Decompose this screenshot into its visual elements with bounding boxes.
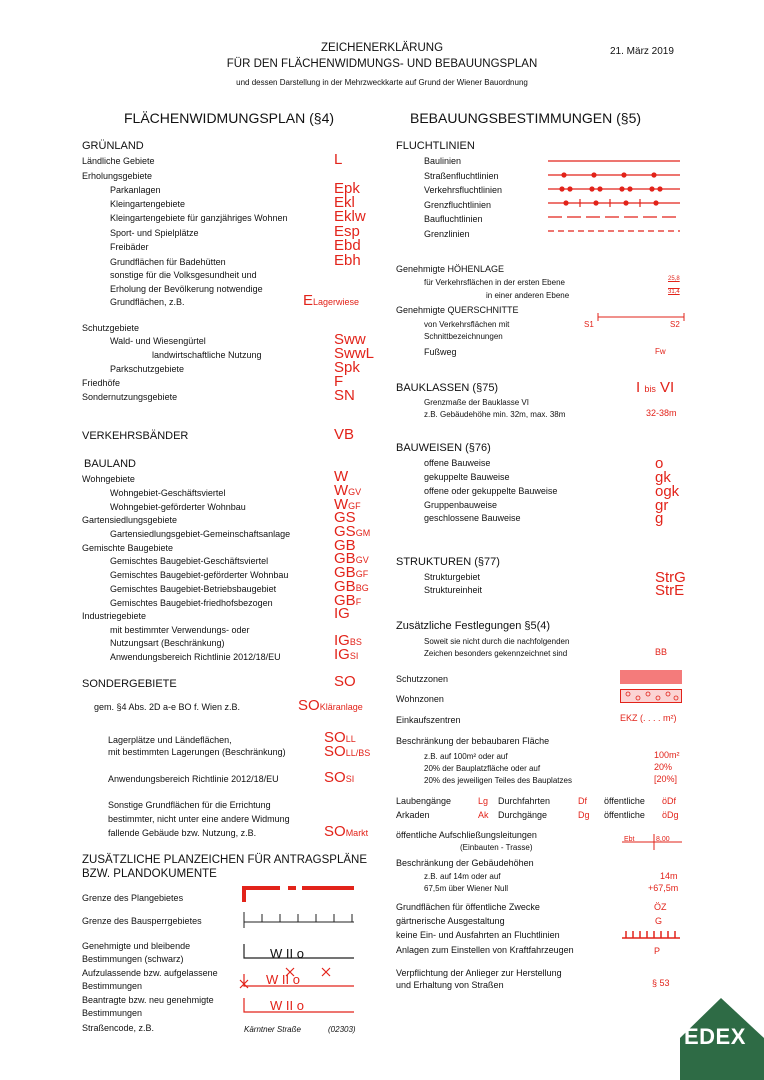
beschraenkung-1-value: 100m² — [654, 750, 680, 760]
bauweise-label: offene Bauweise — [424, 458, 491, 468]
oeffzwecke-label: Grundflächen für öffentliche Zwecke — [396, 902, 540, 912]
doc-date: 21. März 2019 — [610, 46, 674, 57]
gruenland-row-code: Ebh — [334, 252, 361, 269]
bauweise-code: o — [655, 455, 664, 472]
sonder-code: SO — [334, 673, 356, 690]
sonder-1-label: gem. §4 Abs. 2D a-e BO f. Wien z.B. — [94, 702, 241, 712]
bauland-row-code: WGV — [334, 482, 362, 499]
gruenland-row-code: SN — [334, 387, 355, 404]
gruenland-row-label: Grundflächen, z.B. — [110, 297, 185, 307]
bauland-row-code: GSGM — [334, 523, 371, 540]
gruenland-row-code: Sww — [334, 331, 366, 348]
bauland-row-code: WGF — [334, 496, 361, 513]
beschraenkung-heading: Beschränkung der bebaubaren Fläche — [396, 736, 550, 746]
gruenland-row-code: SwwL — [334, 345, 375, 362]
flucht-symbols — [544, 152, 684, 242]
gruenland-heading: GRÜNLAND — [82, 140, 144, 152]
sonder-2-line1: Lagerplätze und Ländeflächen, — [108, 735, 232, 745]
bauklassen-code: I bis VI — [636, 379, 675, 396]
kfz-label: Anlagen zum Einstellen von Kraftfahrzeugen — [396, 945, 574, 955]
gruenland-row-label: Wald- und Wiesengürtel — [110, 336, 206, 346]
bauland-row-label: Gemischtes Baugebiet-friedhofsbezogen — [110, 598, 273, 608]
struktur-label: Struktureinheit — [424, 585, 483, 595]
hoehe-2: 67,5m über Wiener Null — [424, 884, 509, 893]
einbauten-code: Ebt — [624, 836, 635, 843]
verpflichtung-code: § 53 — [652, 978, 670, 988]
sonder-label: SONDERGEBIETE — [82, 678, 177, 690]
laubengaenge-label: Laubengänge — [396, 796, 452, 806]
aufzulassen-line2: Bestimmungen — [82, 981, 143, 991]
edex-logo-text: EDEX — [684, 1024, 746, 1049]
gruenland-row-code: Spk — [334, 359, 360, 376]
keine-ausfahrt-label: keine Ein- und Ausfahrten an Fluchtlinien — [396, 930, 560, 940]
gruenland-row-label: Parkanlagen — [110, 185, 161, 195]
sonder-4-code: SOMarkt — [324, 823, 369, 840]
bauland-row-code: GBBG — [334, 578, 369, 595]
struktur-label: Strukturgebiet — [424, 572, 481, 582]
querschnitt-2: Schnittbezeichnungen — [424, 332, 503, 341]
fluchtlinie-label: Baufluchtlinien — [424, 214, 483, 224]
durchgaenge-code: Dg — [578, 810, 590, 820]
fluchtlinie-label: Grenzfluchtlinien — [424, 199, 492, 210]
bauweise-code: ogk — [655, 483, 680, 500]
gruenland-row-label: Kleingartengebiete für ganzjähriges Wohnen — [110, 213, 288, 223]
grenze-plan-label: Grenze des Plangebietes — [82, 893, 184, 903]
oeff-durchgang-code: öDg — [662, 810, 679, 820]
left-heading: FLÄCHENWIDMUNGSPLAN (§4) — [124, 110, 335, 126]
einkauf-code: EKZ (. . . . m²) — [620, 713, 677, 723]
arkaden-code: Ak — [478, 810, 489, 820]
wohnzonen-label: Wohnzonen — [396, 694, 444, 704]
bauland-row-label: Wohngebiete — [82, 474, 135, 484]
durchfahrten-label: Durchfahrten — [498, 796, 551, 806]
verkehrsflucht-symbol — [548, 187, 680, 191]
bauweise-label: gekuppelte Bauweise — [424, 472, 510, 482]
gruenland-row-label: Parkschutzgebiete — [110, 364, 185, 374]
gruenland-row-label: Sondernutzungsgebiete — [82, 392, 178, 402]
aufschliessung-sub: (Einbauten - Trasse) — [460, 843, 533, 852]
gruenland-row-label: Ländliche Gebiete — [82, 156, 155, 166]
fluchtlinie-label: Verkehrsfluchtlinien — [424, 185, 503, 195]
hoehe-heading: Beschränkung der Gebäudehöhen — [396, 858, 534, 868]
durchgaenge-label: Durchgänge — [498, 810, 548, 820]
querschnitt-s2: S2 — [670, 320, 680, 329]
bauweise-code: g — [655, 510, 664, 527]
bauklassen-2: z.B. Gebäudehöhe min. 32m, max. 38m — [424, 410, 566, 419]
bauland-row-label: Gemischtes Baugebiet-Geschäftsviertel — [110, 556, 269, 566]
hoehenlage-2: in einer anderen Ebene — [486, 291, 570, 300]
gruenland-row-code: Epk — [334, 180, 360, 197]
sonder-2-code-b: SOLL/BS — [324, 743, 371, 760]
gruenland-row-label: sonstige für die Volksgesundheit und — [110, 270, 257, 280]
bauland-row-label: Industriegebiete — [82, 611, 147, 621]
oeff-durchfahrt-code: öDf — [662, 796, 677, 806]
grenze-bau-label: Grenze des Bausperrgebietes — [82, 916, 202, 926]
festlegungen-2: Zeichen besonders gekennzeichnet sind — [424, 649, 568, 658]
bauweise-label: Gruppenbauweise — [424, 500, 498, 510]
gruenland-row-label: Erholung der Bevölkerung notwendige — [110, 284, 263, 294]
bauklassen-1: Grenzmaße der Bauklasse VI — [424, 398, 529, 407]
schutzzonen-label: Schutzzonen — [396, 674, 449, 684]
gruenland-row-label: landwirtschaftliche Nutzung — [152, 350, 262, 360]
bauland-row-label: Gemischtes Baugebiet-geförderter Wohnbau — [110, 570, 289, 580]
gruenland-row-code: ELagerwiese — [303, 292, 360, 309]
bausperre-symbol — [244, 912, 354, 928]
strassencode-code: (02303) — [328, 1025, 356, 1034]
strassencode-label: Straßencode, z.B. — [82, 1023, 155, 1033]
zusatz-heading-2: BZW. PLANDOKUMENTE — [82, 868, 217, 880]
gaertnerisch-code: G — [655, 916, 663, 926]
gruenland-row-label: Grundflächen für Badehütten — [110, 257, 226, 267]
fussweg-code: Fw — [655, 347, 666, 356]
hoehenlage-1-value: 25,8 — [668, 276, 680, 282]
beschraenkung-1: z.B. auf 100m² oder auf — [424, 752, 508, 761]
beantragt-line2: Bestimmungen — [82, 1008, 143, 1018]
bauweise-code: gr — [655, 497, 669, 514]
kfz-code: P — [654, 946, 661, 956]
hoehenlage-2-value: 31,4 — [668, 289, 680, 295]
bauland-row-code: GBF — [334, 592, 362, 609]
verkehr-label: VERKEHRSBÄNDER — [82, 430, 189, 442]
genehmigt-line1: Genehmigte und bleibende — [82, 941, 191, 951]
beschraenkung-3: 20% des jeweiligen Teiles des Bauplatzes — [424, 776, 572, 785]
bauland-row-label: Gartensiedlungsgebiete — [82, 515, 178, 525]
bauland-row-code-sub: GV — [348, 487, 362, 497]
fussweg-label: Fußweg — [424, 347, 457, 357]
doc-subtitle: und dessen Darstellung in der Mehrzweckkarte auf Grund der Wiener Bauordnung — [236, 78, 528, 87]
bauland-row-code-sub: F — [355, 597, 362, 607]
fluchtlinie-label: Straßenfluchtlinien — [424, 170, 499, 181]
hoehenlage-1: für Verkehrsflächen in der ersten Ebene — [424, 278, 565, 287]
bauland-row-code: GBGV — [334, 550, 369, 567]
gruenland-row-label: Schutzgebiete — [82, 323, 140, 333]
sonder-4-line2: bestimmter, nicht unter eine andere Widmung — [108, 814, 290, 824]
arkaden-label: Arkaden — [396, 810, 430, 820]
bauland-row-label: Gemischte Baugebiete — [82, 543, 174, 553]
bauweisen-heading: BAUWEISEN (§76) — [396, 442, 491, 454]
aufzulassen-text: W II o — [266, 972, 300, 987]
bauland-heading: BAULAND — [84, 458, 136, 470]
hoehe-1: z.B. auf 14m oder auf — [424, 872, 501, 881]
genehmigt-line2: Bestimmungen (schwarz) — [82, 954, 184, 964]
bauland-row-label: Gartensiedlungsgebiet-Gemeinschaftsanlage — [110, 529, 291, 539]
oeffentliche-1: öffentliche — [604, 796, 645, 806]
festlegungen-1: Soweit sie nicht durch die nachfolgenden — [424, 637, 570, 646]
fluchtlinie-label: Grenzlinien — [424, 228, 470, 239]
sonder-1-code: SOKläranlage — [298, 697, 363, 714]
querschnitt-s1: S1 — [584, 320, 594, 329]
bauland-row-code: IGSI — [334, 646, 359, 663]
bauland-row-code: W — [334, 468, 349, 485]
sonder-4-line3: fallende Gebäude bzw. Nutzung, z.B. — [108, 828, 257, 838]
verpflichtung-1: Verpflichtung der Anlieger zur Herstellung — [396, 968, 562, 978]
bauweise-label: offene oder gekuppelte Bauweise — [424, 486, 558, 496]
right-heading: BEBAUUNGSBESTIMMUNGEN (§5) — [410, 110, 642, 126]
oeffentliche-2: öffentliche — [604, 810, 645, 820]
bauland-row-label: Anwendungsbereich Richtlinie 2012/18/EU — [110, 652, 281, 662]
strassencode-name: Kärntner Straße — [244, 1025, 301, 1034]
bauweise-code: gk — [655, 469, 671, 486]
bauland-row-code: GB — [334, 537, 356, 554]
bauland-row-code-sub: SI — [349, 651, 359, 661]
gruenland-row-label: Kleingartengebiete — [110, 199, 186, 209]
beantragt-line1: Beantragte bzw. neu genehmigte — [82, 995, 214, 1005]
strukturen-heading: STRUKTUREN (§77) — [396, 556, 500, 568]
bauland-row-code-sub: BS — [349, 637, 362, 647]
genehmigt-text: W II o — [270, 946, 304, 961]
gruenland-row-label: Freibäder — [110, 242, 149, 252]
bauklassen-value: 32-38m — [646, 408, 677, 418]
plan-boundary-symbol — [244, 888, 354, 902]
schutzzonen-swatch — [620, 670, 682, 684]
hoehe-1-value: 14m — [660, 871, 678, 881]
aufzulassen-line1: Aufzulassende bzw. aufgelassene — [82, 968, 218, 978]
bauland-row-code-sub: BG — [355, 583, 369, 593]
gruenland-row-label: Friedhöfe — [82, 378, 121, 388]
bauweise-label: geschlossene Bauweise — [424, 513, 521, 523]
festlegungen-heading: Zusätzliche Festlegungen §5(4) — [396, 620, 551, 632]
bauland-row-label: Nutzungsart (Beschränkung) — [110, 638, 225, 648]
einkauf-label: Einkaufszentren — [396, 715, 461, 725]
keine-ausfahrt-symbol — [620, 928, 682, 940]
bauland-row-code: GS — [334, 509, 356, 526]
beschraenkung-2-value: 20% — [654, 762, 673, 772]
beantragt-text: W II o — [270, 998, 304, 1013]
querschnitt-heading: Genehmigte QUERSCHNITTE — [396, 305, 519, 315]
wohnzonen-swatch — [620, 689, 682, 703]
bauland-row-label: Gemischtes Baugebiet-Betriebsbaugebiet — [110, 584, 277, 594]
querschnitt-1: von Verkehrsflächen mit — [424, 320, 510, 329]
sonder-3-label: Anwendungsbereich Richtlinie 2012/18/EU — [108, 774, 279, 784]
fluchtlinie-label: Baulinien — [424, 156, 462, 166]
einbauten-value: 8,00 — [656, 836, 670, 843]
aufschliessung-label: öffentliche Aufschließungsleitungen — [396, 830, 537, 840]
gruenland-row-code: Eklw — [334, 208, 366, 225]
bauland-row-code-sub: GF — [355, 569, 369, 579]
bauland-row-label: mit bestimmter Verwendungs- oder — [110, 625, 250, 635]
sonder-2-code-a: SOLL — [324, 729, 356, 746]
hoehenlage-heading: Genehmigte HÖHENLAGE — [396, 264, 505, 274]
laubengaenge-code: Lg — [478, 796, 489, 806]
gruenland-row-code: F — [334, 373, 344, 390]
doc-title-2: FÜR DEN FLÄCHENWIDMUNGS- UND BEBAUUNGSPLAN — [226, 58, 538, 70]
struktur-code: StrG — [655, 569, 686, 586]
sonder-4-line1: Sonstige Grundflächen für die Errichtung — [108, 800, 271, 810]
beschraenkung-2: 20% der Bauplatzfläche oder auf — [424, 764, 541, 773]
flucht-heading: FLUCHTLINIEN — [396, 140, 475, 152]
struktur-code: StrE — [655, 582, 685, 599]
hoehe-2-value: +67,5m — [648, 883, 679, 893]
bauland-row-code: IG — [334, 605, 350, 622]
gruenland-row-code: Ekl — [334, 194, 355, 211]
querschnitt-symbol — [596, 312, 686, 322]
bauland-row-code-sub: GF — [348, 501, 361, 511]
bauland-row-label: Wohngebiet-Geschäftsviertel — [110, 488, 226, 498]
doc-title-1: ZEICHENERKLÄRUNG — [320, 42, 444, 54]
gruenland-row-code-sub: Lagerwiese — [313, 297, 360, 307]
durchfahrten-code: Df — [578, 796, 587, 806]
grenzflucht-symbol — [548, 199, 680, 207]
festlegungen-code: BB — [655, 647, 668, 657]
gaertnerisch-label: gärtnerische Ausgestaltung — [396, 916, 505, 926]
strassenflucht-symbol — [548, 173, 680, 177]
gruenland-row-code: L — [334, 151, 343, 168]
gruenland-row-code: Ebd — [334, 237, 361, 254]
verpflichtung-2: und Erhaltung von Straßen — [396, 980, 504, 990]
sonder-3-code: SOSI — [324, 769, 355, 786]
gruenland-row-label: Sport- und Spielplätze — [110, 228, 199, 238]
oeffzwecke-code: ÖZ — [654, 902, 667, 912]
bauland-row-label: Wohngebiet-geförderter Wohnbau — [110, 502, 246, 512]
gruenland-row-label: Erholungsgebiete — [82, 171, 153, 181]
sonder-2-line2: mit bestimmten Lagerungen (Beschränkung) — [108, 747, 286, 757]
gruenland-row-code: Esp — [334, 223, 360, 240]
bauland-row-code-sub: GV — [355, 555, 369, 565]
bauland-row-code: IGBS — [334, 632, 362, 649]
bauklassen-heading: BAUKLASSEN (§75) — [396, 382, 499, 394]
zusatz-heading-1: ZUSÄTZLICHE PLANZEICHEN FÜR ANTRAGSPLÄNE — [82, 854, 367, 866]
beschraenkung-3-value: [20%] — [654, 774, 678, 784]
bauland-row-code: GBGF — [334, 564, 369, 581]
verkehr-code: VB — [334, 426, 355, 443]
bauland-row-code-sub: GM — [355, 528, 371, 538]
